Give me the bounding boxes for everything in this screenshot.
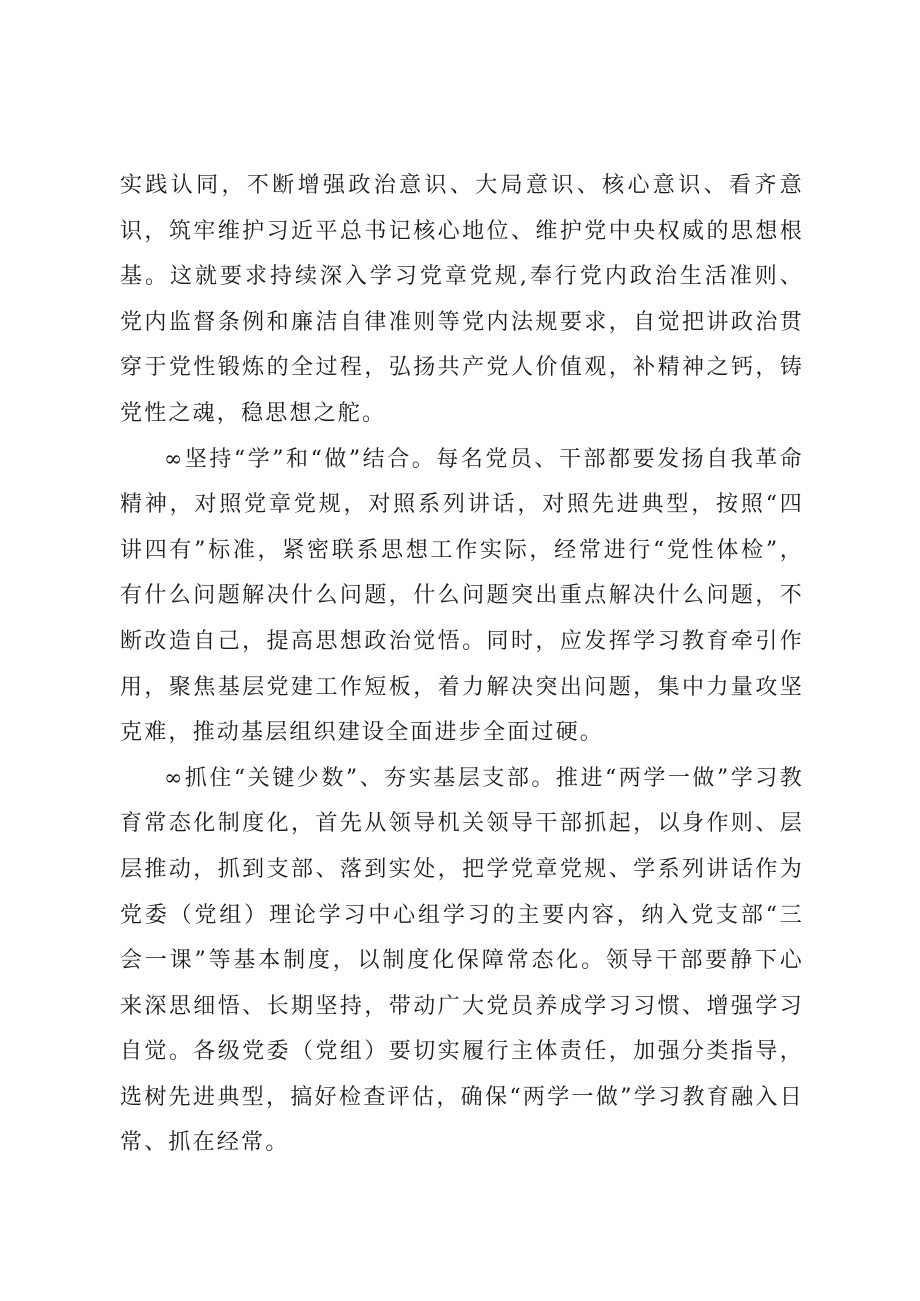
paragraph-study-and-practice: ∞坚持“学”和“做”结合。每名党员、干部都要发扬自我革命精神，对照党章党规，对照系列讲话，对照先进典型，按照“四讲四有”标准，紧密联系思想工作实际，经常进行“党性体检”，有什么问题解决什么问题，什么问题突出重点解决什么问题，不断改造自己，提高思想政治觉悟。同时，应发挥学习教育牵引作用，聚焦基层党建工作短板，着力解决突出问题，集中力量攻坚克难，推动基层组织建设全面进步全面过硬。 (120, 446, 804, 746)
document-body (120, 163, 804, 1166)
paragraph-continuation: 实践认同，不断增强政治意识、大局意识、核心意识、看齐意识，筑牢维护习近平总书记核心地位、维护党中央权威的思想根基。这就要求持续深入学习党章党规,奉行党内政治生活准则、党内监督条例和廉洁自律准则等党内法规要求，自觉把讲政治贯穿于党性锻炼的全过程，弘扬共产党人价值观，补精神之钙，铸党性之魂，稳思想之舵。 (120, 173, 804, 426)
paragraph-key-minority: ∞抓住“关键少数”、夯实基层支部。推进“两学一做”学习教育常态化制度化，首先从领导机关领导干部抓起，以身作则、层层推动，抓到支部、落到实处，把学党章党规、学系列讲话作为党委（党组）理论学习中心组学习的主要内容，纳入党支部“三会一课”等基本制度，以制度化保障常态化。领导干部要静下心来深思细悟、长期坚持，带动广大党员养成学习习惯、增强学习自觉。各级党委（党组）要切实履行主体责任，加强分类指导，选树先进典型，搞好检查评估，确保“两学一做”学习教育融入日常、抓在经常。 (120, 765, 804, 1156)
